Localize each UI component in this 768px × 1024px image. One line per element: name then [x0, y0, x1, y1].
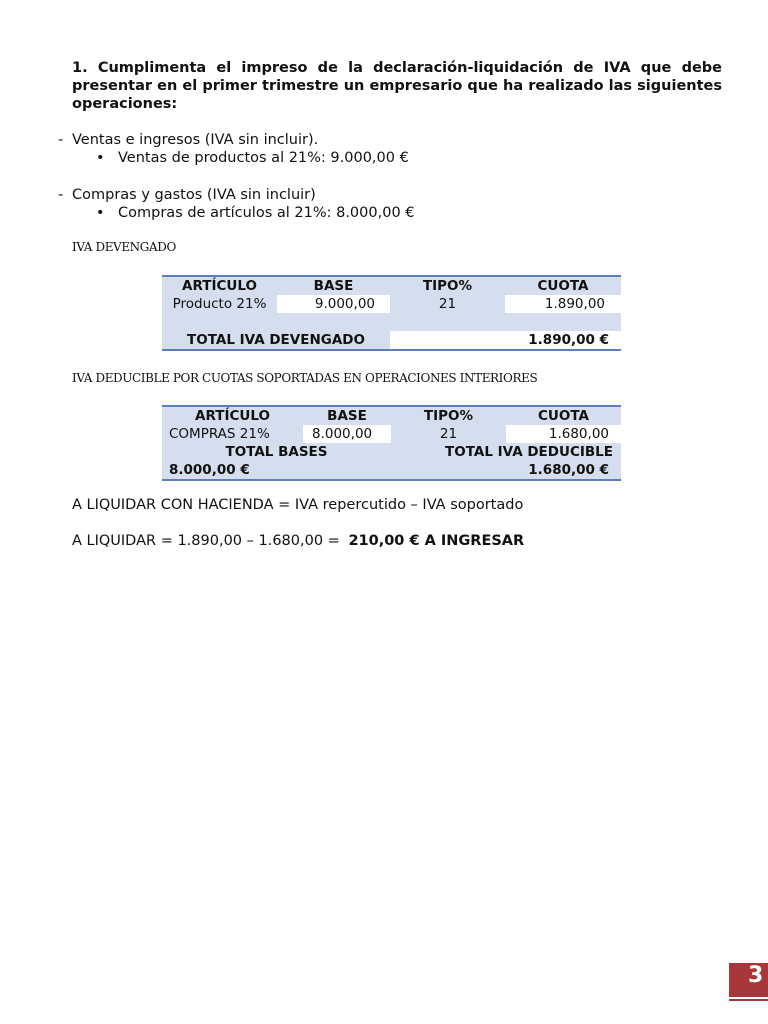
- total-row: [162, 331, 621, 350]
- deducible-table: [162, 405, 621, 481]
- row-tipo: 21: [439, 426, 458, 442]
- page-number-underline: [729, 999, 768, 1001]
- table-row: [162, 425, 621, 443]
- total-bases-label: TOTAL BASES: [225, 444, 328, 460]
- devengado-heading: IVA DEVENGADO: [72, 240, 176, 254]
- total-values-row: [162, 461, 621, 480]
- purchases-label: Compras y gastos (IVA sin incluir): [72, 187, 316, 203]
- total-deducible-label: TOTAL IVA DEDUCIBLE: [445, 444, 613, 460]
- header-tipo: TIPO%: [423, 408, 474, 424]
- devengado-table: [162, 275, 621, 351]
- row-cuota: 1.680,00: [506, 425, 621, 443]
- formula-line: A LIQUIDAR CON HACIENDA = IVA repercutido – IVA soportado: [72, 497, 524, 513]
- list-dash: -: [58, 132, 64, 148]
- row-articulo: COMPRAS 21%: [169, 426, 270, 442]
- total-bases-value: 8.000,00 €: [169, 462, 250, 478]
- sales-label: Ventas e ingresos (IVA sin incluir).: [72, 132, 319, 148]
- purchases-item: Compras de artículos al 21%: 8.000,00 €: [118, 205, 415, 221]
- list-dash: -: [58, 187, 64, 203]
- header-base: BASE: [313, 278, 354, 294]
- header-articulo: ARTÍCULO: [182, 278, 257, 294]
- bullet-icon: •: [96, 150, 105, 166]
- row-articulo: Producto 21%: [172, 296, 267, 312]
- table-header-row: [162, 276, 621, 295]
- header-base: BASE: [327, 408, 367, 424]
- purchases-section: [58, 186, 415, 222]
- total-devengado-label: TOTAL IVA DEVENGADO: [187, 332, 365, 348]
- header-articulo: ARTÍCULO: [195, 408, 270, 424]
- result-prefix: A LIQUIDAR = 1.890,00 – 1.680,00 =: [72, 533, 345, 549]
- row-base: 9.000,00: [277, 295, 390, 313]
- spacer-row: [162, 313, 621, 331]
- bullet-icon: •: [96, 205, 105, 221]
- total-devengado-value: 1.890,00 €: [390, 331, 621, 350]
- header-cuota: CUOTA: [538, 408, 589, 424]
- header-tipo: TIPO%: [422, 278, 473, 294]
- header-cuota: CUOTA: [537, 278, 589, 294]
- table-header-row: [162, 406, 621, 425]
- result-value: 210,00 € A INGRESAR: [348, 533, 525, 549]
- sales-section: [58, 131, 409, 167]
- deducible-heading: IVA DEDUCIBLE POR CUOTAS SOPORTADAS EN OPERACIONES INTERIORES: [72, 371, 538, 385]
- table-row: [162, 295, 621, 313]
- sales-item: Ventas de productos al 21%: 9.000,00 €: [118, 150, 409, 166]
- row-cuota: 1.890,00: [505, 295, 621, 313]
- total-labels-row: [162, 443, 621, 461]
- result-line: [72, 532, 524, 550]
- page-number-badge: 3: [729, 963, 768, 997]
- row-tipo: 21: [438, 296, 457, 312]
- row-base: 8.000,00: [303, 425, 391, 443]
- exercise-statement: 1. Cumplimenta el impreso de la declaración-liquidación de IVA que debe presentar en el primer trimestre un empresario que ha realizado las siguientes operaciones:: [72, 60, 722, 112]
- total-deducible-value: 1.680,00 €: [528, 462, 609, 478]
